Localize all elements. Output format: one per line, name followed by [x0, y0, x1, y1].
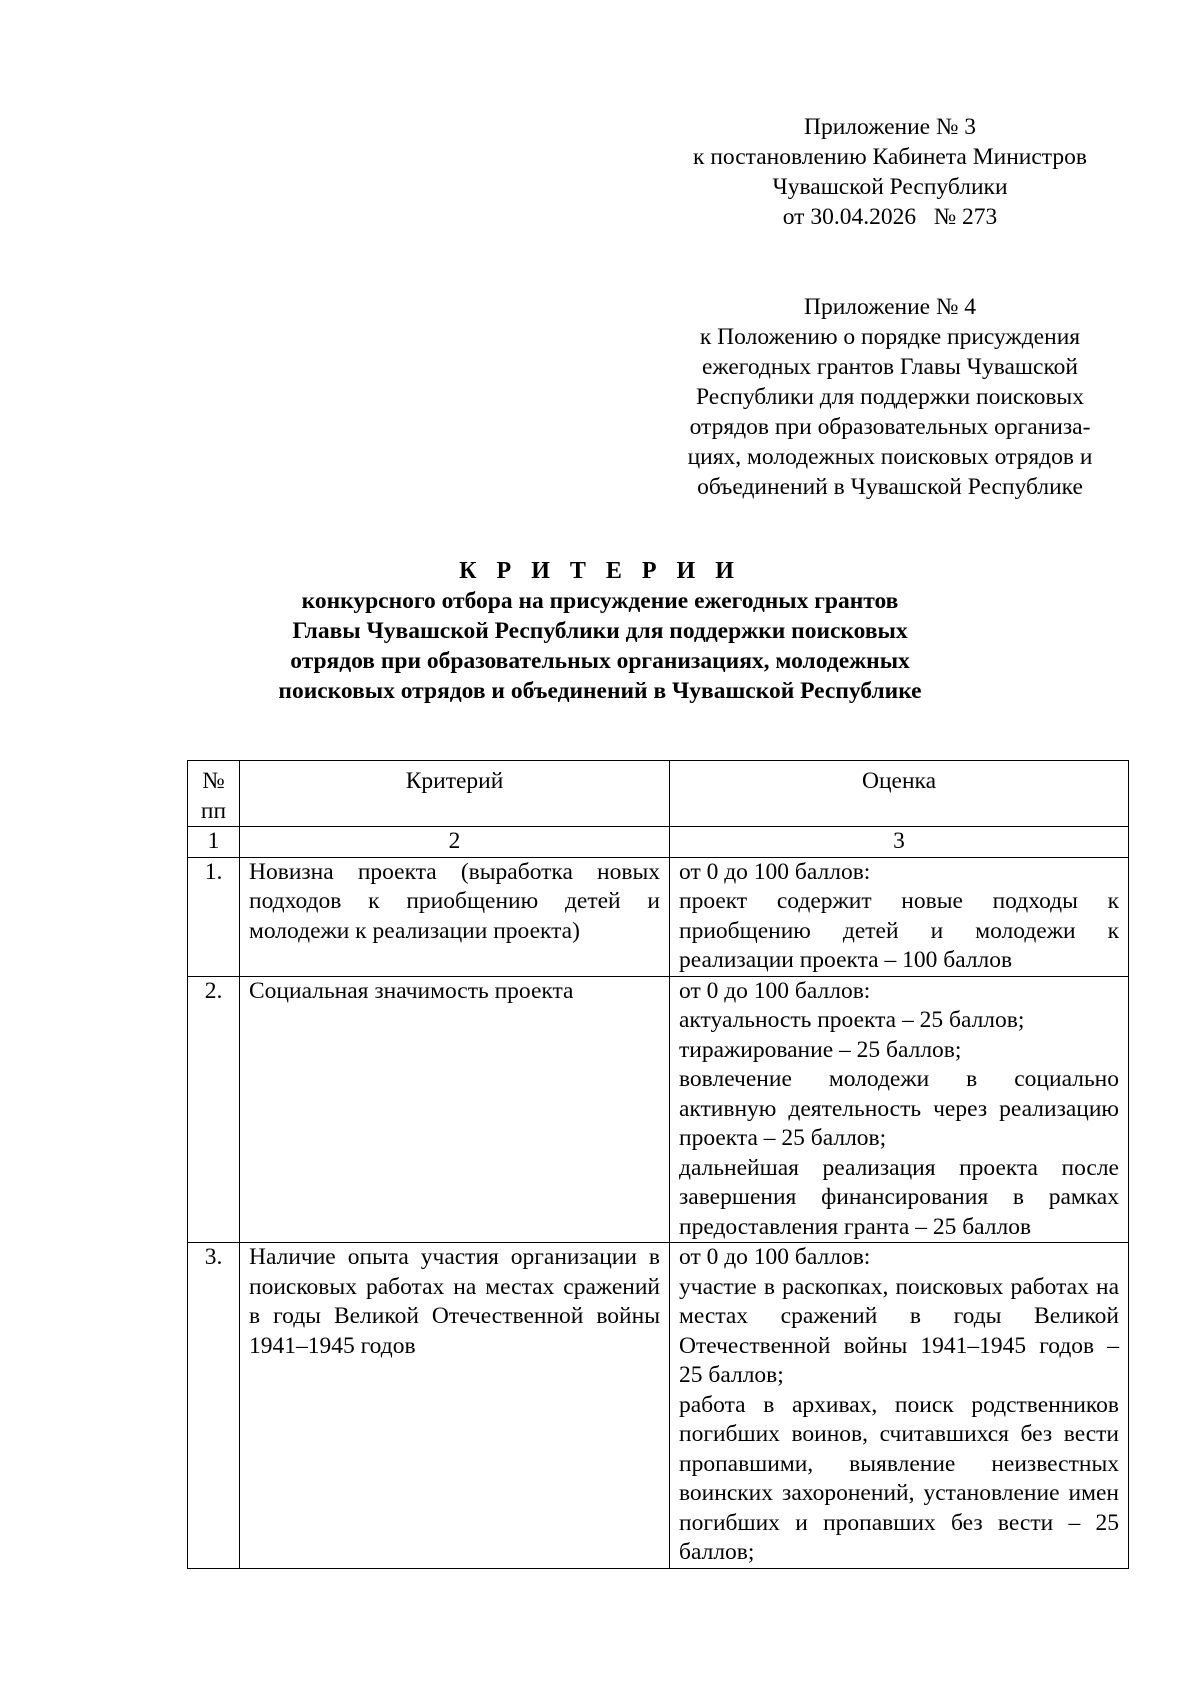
appendix-4-line: циях, молодежных поисковых отрядов и — [687, 444, 1093, 470]
row-num: 3. — [188, 1243, 240, 1569]
appendix-3-block — [660, 112, 1120, 232]
row-num: 2. — [188, 976, 240, 1243]
column-number: 1 — [188, 827, 240, 858]
table-row — [188, 976, 1129, 1243]
table-header-row — [188, 761, 1129, 827]
row-criterion: Социальная значимость проекта — [240, 976, 670, 1243]
appendix-4-line: Республики для поддержки поисковых — [696, 384, 1084, 410]
score-line: актуальность проекта – 25 баллов; — [679, 1007, 1025, 1033]
score-line: участие в раскопках, поисковых работах на местах сражений в годы Великой Отечественной войны 1941–1945 годов – 25 баллов; — [679, 1273, 1119, 1388]
score-line: от 0 до 100 баллов: — [679, 977, 871, 1004]
column-number-row — [188, 827, 1129, 858]
score-line: проект содержит новые подходы к приобщению детей и молодежи к реализации проекта – 100 баллов — [679, 888, 1119, 973]
title-line: отрядов при образовательных организациях, молодежных — [290, 648, 910, 674]
score-line: дальнейшая реализация проекта после завершения финансирования в рамках предоставления гранта – 25 баллов — [679, 1154, 1119, 1240]
score-line: от 0 до 100 баллов: — [679, 858, 871, 885]
table-row — [188, 857, 1129, 976]
column-number: 3 — [670, 827, 1129, 858]
score-line: работа в архивах, поиск родственников погибших воинов, считавшихся без вести пропавшими, выявление неизвестных воинских захоронений, установление имен погибших и пропавших без вести – 25 баллов; — [679, 1391, 1119, 1565]
row-criterion: Наличие опыта участия организации в поисковых работах на местах сражений в годы Великой Отечественной войны 1941–1945 годов — [240, 1243, 670, 1569]
table-row — [188, 1243, 1129, 1569]
appendix-3-line: Приложение № 3 — [803, 114, 977, 140]
score-line: вовлечение молодежи в социально активную деятельность через реализацию проекта – 25 баллов; — [679, 1066, 1119, 1151]
appendix-3-line: Чувашской Республики — [772, 174, 1008, 200]
column-number: 2 — [240, 827, 670, 858]
row-score — [670, 976, 1129, 1243]
header-criterion: Критерий — [240, 761, 670, 827]
appendix-4-line: к Положению о порядке присуждения — [699, 324, 1081, 350]
row-num: 1. — [188, 857, 240, 976]
appendix-4-line: ежегодных грантов Главы Чувашской — [702, 354, 1078, 380]
appendix-3-line: от 30.04.2026 № 273 — [782, 204, 998, 230]
appendix-4-line: Приложение № 4 — [803, 294, 977, 320]
appendix-4-line: отрядов при образовательных организа- — [689, 414, 1091, 440]
title-line: Главы Чувашской Республики для поддержки поисковых — [292, 618, 908, 644]
header-score: Оценка — [670, 761, 1129, 827]
row-score — [670, 1243, 1129, 1569]
title-line: конкурсного отбора на присуждение ежегодных грантов — [301, 588, 899, 614]
header-num: № пп — [188, 761, 240, 827]
row-score — [670, 857, 1129, 976]
appendix-3-line: к постановлению Кабинета Министров — [693, 144, 1087, 170]
appendix-4-line: объединений в Чувашской Республике — [697, 474, 1083, 500]
title-heading: К Р И Т Е Р И И — [459, 558, 741, 584]
title-line: поисковых отрядов и объединений в Чувашской Республике — [278, 678, 922, 704]
score-line: от 0 до 100 баллов: — [679, 1244, 871, 1270]
score-line: тиражирование – 25 баллов; — [679, 1036, 962, 1063]
appendix-4-block — [660, 292, 1120, 502]
row-criterion: Новизна проекта (выработка новых подходов к приобщению детей и молодежи к реализации проекта) — [240, 857, 670, 976]
criteria-table — [187, 760, 1129, 1569]
document-title — [150, 556, 1050, 706]
